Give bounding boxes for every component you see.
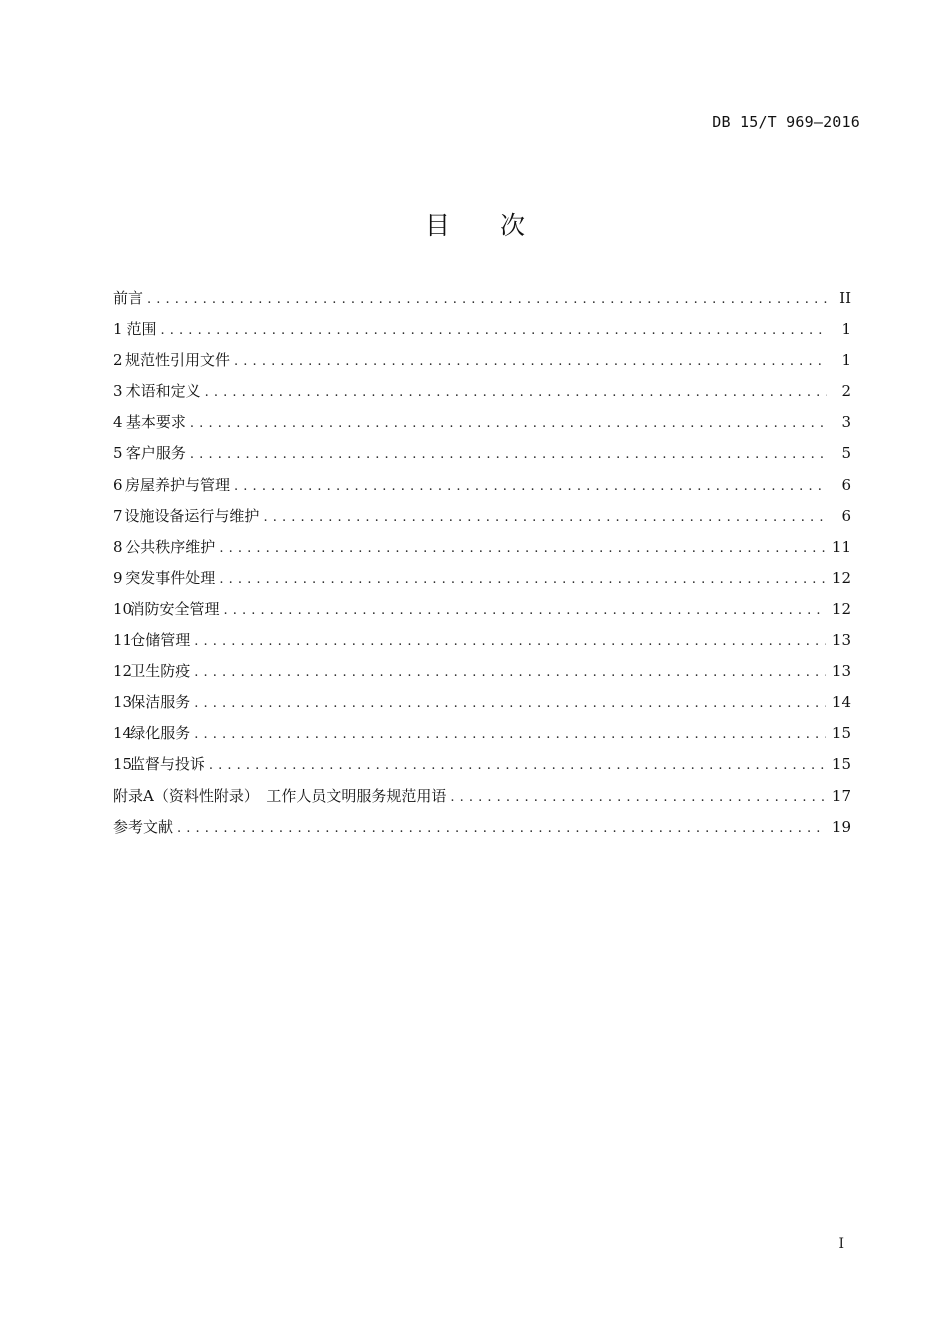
toc-dot-leader — [190, 413, 827, 435]
toc-dot-leader — [219, 569, 826, 591]
toc-dot-leader — [194, 662, 826, 684]
toc-dot-leader — [161, 320, 827, 342]
document-code: DB 15/T 969—2016 — [712, 113, 860, 131]
toc-dot-leader — [234, 351, 827, 373]
toc-entry-label: 设施设备运行与维护 — [124, 506, 260, 525]
toc-entry[interactable] — [113, 785, 851, 816]
toc-entry-label: 保洁服务 — [130, 693, 191, 712]
toc-entry-page: 14 — [831, 693, 851, 712]
toc-entry[interactable] — [113, 349, 851, 380]
toc-entry[interactable] — [113, 722, 851, 753]
toc-entry-label: 规范性引用文件 — [125, 351, 231, 370]
toc-entry[interactable] — [113, 536, 851, 567]
toc-entry-page: II — [839, 289, 851, 307]
toc-entry-label: 范围 — [126, 320, 157, 339]
toc-entry[interactable] — [113, 474, 851, 505]
toc-entry[interactable] — [113, 318, 851, 349]
toc-dot-leader — [147, 289, 827, 311]
toc-entry[interactable] — [113, 380, 851, 411]
toc-entry-page: 19 — [831, 817, 851, 836]
toc-entry-number: 4 — [113, 413, 123, 432]
toc-entry[interactable] — [113, 660, 851, 691]
toc-entry-number: 8 — [113, 537, 123, 556]
toc-entry-number: 12 — [113, 662, 133, 681]
toc-entry[interactable] — [113, 287, 851, 318]
toc-entry-number: 13 — [113, 693, 133, 712]
toc-entry-label: 基本要求 — [125, 413, 186, 432]
toc-entry-page: 5 — [841, 444, 851, 463]
toc-entry-label: 附录A（资料性附录） 工作人员文明服务规范用语 — [113, 786, 447, 805]
toc-entry-page: 15 — [831, 724, 851, 743]
toc-entry-number: 11 — [113, 631, 133, 650]
toc-entry-label: 前言 — [113, 289, 144, 307]
toc-entry-number: 15 — [113, 755, 133, 774]
toc-entry[interactable] — [113, 505, 851, 536]
toc-entry-label: 监督与投诉 — [129, 755, 205, 774]
toc-dot-leader — [234, 476, 827, 498]
toc-entry[interactable] — [113, 629, 851, 660]
toc-entry[interactable] — [113, 598, 851, 629]
toc-dot-leader — [190, 444, 827, 466]
toc-dot-leader — [205, 382, 827, 404]
toc-dot-leader — [194, 724, 826, 746]
toc-entry-number: 2 — [113, 351, 123, 370]
toc-entry-page: 13 — [831, 662, 851, 681]
toc-entry-label: 仓储管理 — [130, 631, 191, 650]
toc-entry-number: 3 — [113, 382, 123, 401]
toc-entry-label: 客户服务 — [125, 444, 186, 463]
toc-entry-page: 3 — [841, 413, 851, 432]
toc-entry[interactable] — [113, 567, 851, 598]
toc-entry-page: 1 — [841, 351, 851, 370]
toc-entry-number: 5 — [113, 444, 123, 463]
toc-entry-page: 17 — [831, 786, 851, 805]
toc-entry-page: 1 — [841, 320, 851, 339]
toc-entry-number: 9 — [113, 568, 123, 587]
toc-entry-number: 1 — [113, 320, 123, 339]
toc-entry-number: 10 — [113, 599, 133, 618]
page-title — [0, 206, 950, 242]
toc-entry-label: 卫生防疫 — [130, 662, 191, 681]
toc-entry-page: 6 — [841, 506, 851, 525]
toc-entry-page: 12 — [831, 568, 851, 587]
toc-entry-page: 2 — [841, 382, 851, 401]
toc-dot-leader — [177, 818, 826, 840]
toc-dot-leader — [223, 600, 825, 622]
toc-dot-leader — [219, 538, 826, 560]
table-of-contents — [113, 287, 851, 847]
toc-entry[interactable] — [113, 816, 851, 847]
toc-entry-page: 12 — [831, 599, 851, 618]
page-number: I — [838, 1236, 844, 1252]
toc-entry-label: 术语和定义 — [125, 382, 201, 401]
toc-entry-label: 参考文献 — [113, 817, 174, 836]
toc-dot-leader — [194, 631, 826, 653]
toc-entry-label: 房屋养护与管理 — [125, 475, 231, 494]
toc-entry-number: 7 — [113, 506, 123, 525]
toc-entry-label: 绿化服务 — [130, 724, 191, 743]
toc-entry-number: 14 — [113, 724, 133, 743]
title-char-1: 目 — [424, 211, 450, 240]
toc-entry-page: 11 — [831, 537, 851, 556]
toc-entry[interactable] — [113, 411, 851, 442]
toc-entry[interactable] — [113, 691, 851, 722]
toc-entry[interactable] — [113, 753, 851, 784]
toc-entry-page: 6 — [841, 475, 851, 494]
toc-entry-label: 突发事件处理 — [125, 568, 216, 587]
title-char-2: 次 — [500, 211, 526, 240]
toc-entry-label: 公共秩序维护 — [125, 537, 216, 556]
toc-dot-leader — [263, 507, 827, 529]
toc-entry[interactable] — [113, 442, 851, 473]
toc-dot-leader — [194, 693, 826, 715]
toc-dot-leader — [209, 755, 826, 777]
toc-dot-leader — [450, 787, 826, 809]
toc-entry-page: 15 — [831, 755, 851, 774]
toc-entry-label: 消防安全管理 — [129, 599, 220, 618]
toc-entry-page: 13 — [831, 631, 851, 650]
toc-entry-number: 6 — [113, 475, 123, 494]
